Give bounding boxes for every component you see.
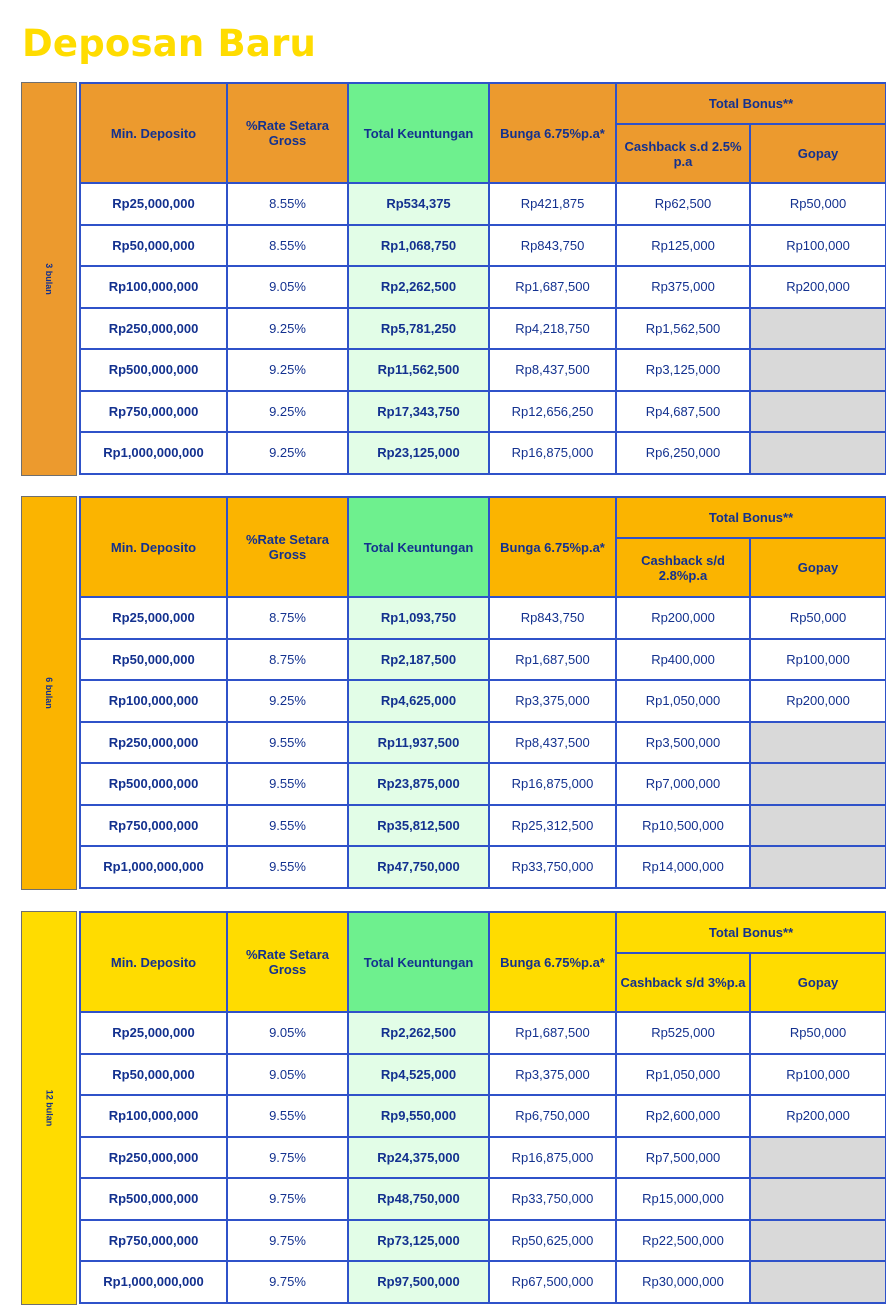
cell-gopay	[750, 722, 886, 764]
table-row	[80, 349, 886, 391]
header-min-deposito: Min. Deposito	[80, 912, 227, 1012]
cell-total-keuntungan: Rp24,375,000	[348, 1137, 489, 1179]
header-gopay: Gopay	[750, 124, 886, 183]
header-row	[80, 497, 886, 538]
cell-rate: 8.75%	[227, 597, 348, 639]
cell-bunga: Rp843,750	[489, 225, 616, 267]
cell-bunga: Rp16,875,000	[489, 1137, 616, 1179]
table-row	[80, 1137, 886, 1179]
cell-cashback: Rp125,000	[616, 225, 750, 267]
header-row	[80, 83, 886, 124]
header-gopay: Gopay	[750, 538, 886, 597]
deposit-table-block	[21, 911, 885, 1305]
cell-rate: 9.25%	[227, 308, 348, 350]
table-row	[80, 1012, 886, 1054]
cell-total-keuntungan: Rp23,875,000	[348, 763, 489, 805]
cell-total-keuntungan: Rp5,781,250	[348, 308, 489, 350]
cell-rate: 9.25%	[227, 349, 348, 391]
cell-total-keuntungan: Rp2,262,500	[348, 1012, 489, 1054]
header-total-keuntungan: Total Keuntungan	[348, 497, 489, 597]
cell-bunga: Rp1,687,500	[489, 639, 616, 681]
cell-rate: 9.05%	[227, 1054, 348, 1096]
cell-total-keuntungan: Rp534,375	[348, 183, 489, 225]
cell-total-keuntungan: Rp47,750,000	[348, 846, 489, 888]
cell-rate: 9.75%	[227, 1220, 348, 1262]
cell-bunga: Rp1,687,500	[489, 266, 616, 308]
header-min-deposito: Min. Deposito	[80, 497, 227, 597]
cell-cashback: Rp4,687,500	[616, 391, 750, 433]
cell-min-deposito: Rp50,000,000	[80, 1054, 227, 1096]
cell-min-deposito: Rp25,000,000	[80, 1012, 227, 1054]
cell-total-keuntungan: Rp2,187,500	[348, 639, 489, 681]
cell-min-deposito: Rp750,000,000	[80, 805, 227, 847]
cell-cashback: Rp7,500,000	[616, 1137, 750, 1179]
cell-min-deposito: Rp250,000,000	[80, 308, 227, 350]
header-rate: %Rate Setara Gross	[227, 497, 348, 597]
deposit-table-block	[21, 496, 885, 890]
cell-cashback: Rp15,000,000	[616, 1178, 750, 1220]
cell-gopay	[750, 308, 886, 350]
header-rate: %Rate Setara Gross	[227, 912, 348, 1012]
cell-cashback: Rp1,562,500	[616, 308, 750, 350]
header-total-bonus: Total Bonus**	[616, 912, 886, 953]
header-cashback: Cashback s/d 2.8%p.a	[616, 538, 750, 597]
cell-min-deposito: Rp50,000,000	[80, 639, 227, 681]
table-row	[80, 805, 886, 847]
cell-min-deposito: Rp25,000,000	[80, 183, 227, 225]
table-row	[80, 1220, 886, 1262]
header-rate: %Rate Setara Gross	[227, 83, 348, 183]
cell-cashback: Rp7,000,000	[616, 763, 750, 805]
table-row	[80, 1178, 886, 1220]
cell-cashback: Rp1,050,000	[616, 1054, 750, 1096]
cell-gopay	[750, 846, 886, 888]
cell-rate: 9.75%	[227, 1137, 348, 1179]
cell-bunga: Rp33,750,000	[489, 846, 616, 888]
table-row	[80, 763, 886, 805]
header-bunga: Bunga 6.75%p.a*	[489, 497, 616, 597]
deposit-table-block	[21, 82, 885, 476]
cell-rate: 8.55%	[227, 183, 348, 225]
cell-total-keuntungan: Rp4,625,000	[348, 680, 489, 722]
table-row	[80, 1261, 886, 1303]
cell-gopay: Rp100,000	[750, 225, 886, 267]
cell-gopay	[750, 432, 886, 474]
cell-gopay: Rp50,000	[750, 183, 886, 225]
cell-min-deposito: Rp1,000,000,000	[80, 432, 227, 474]
cell-gopay	[750, 763, 886, 805]
cell-gopay	[750, 349, 886, 391]
table-row	[80, 680, 886, 722]
table-row	[80, 722, 886, 764]
cell-total-keuntungan: Rp35,812,500	[348, 805, 489, 847]
cell-rate: 9.05%	[227, 266, 348, 308]
cell-gopay	[750, 1178, 886, 1220]
cell-gopay: Rp50,000	[750, 1012, 886, 1054]
cell-rate: 9.55%	[227, 1095, 348, 1137]
cell-cashback: Rp14,000,000	[616, 846, 750, 888]
cell-cashback: Rp3,125,000	[616, 349, 750, 391]
cell-gopay: Rp200,000	[750, 680, 886, 722]
cell-min-deposito: Rp100,000,000	[80, 680, 227, 722]
cell-total-keuntungan: Rp2,262,500	[348, 266, 489, 308]
cell-gopay	[750, 1261, 886, 1303]
header-total-bonus: Total Bonus**	[616, 83, 886, 124]
cell-rate: 9.05%	[227, 1012, 348, 1054]
cell-bunga: Rp6,750,000	[489, 1095, 616, 1137]
cell-bunga: Rp8,437,500	[489, 349, 616, 391]
cell-min-deposito: Rp500,000,000	[80, 763, 227, 805]
cell-gopay: Rp200,000	[750, 1095, 886, 1137]
cell-bunga: Rp67,500,000	[489, 1261, 616, 1303]
cell-total-keuntungan: Rp11,937,500	[348, 722, 489, 764]
cell-gopay: Rp100,000	[750, 1054, 886, 1096]
cell-min-deposito: Rp25,000,000	[80, 597, 227, 639]
tenor-label	[21, 911, 77, 1305]
cell-bunga: Rp3,375,000	[489, 680, 616, 722]
cell-bunga: Rp50,625,000	[489, 1220, 616, 1262]
cell-bunga: Rp12,656,250	[489, 391, 616, 433]
cell-total-keuntungan: Rp1,068,750	[348, 225, 489, 267]
page-title: Deposan Baru	[22, 22, 317, 65]
table-row	[80, 639, 886, 681]
tenor-label-text: 6 bulan	[43, 677, 54, 709]
cell-cashback: Rp1,050,000	[616, 680, 750, 722]
cell-total-keuntungan: Rp23,125,000	[348, 432, 489, 474]
tenor-label	[21, 496, 77, 890]
table-row	[80, 391, 886, 433]
deposit-table	[79, 911, 886, 1304]
cell-rate: 9.25%	[227, 680, 348, 722]
cell-cashback: Rp2,600,000	[616, 1095, 750, 1137]
cell-bunga: Rp3,375,000	[489, 1054, 616, 1096]
cell-min-deposito: Rp100,000,000	[80, 1095, 227, 1137]
header-cashback: Cashback s/d 3%p.a	[616, 953, 750, 1012]
cell-min-deposito: Rp500,000,000	[80, 349, 227, 391]
table-row	[80, 597, 886, 639]
cell-gopay: Rp100,000	[750, 639, 886, 681]
cell-min-deposito: Rp250,000,000	[80, 1137, 227, 1179]
table-row	[80, 432, 886, 474]
cell-rate: 9.55%	[227, 846, 348, 888]
cell-total-keuntungan: Rp9,550,000	[348, 1095, 489, 1137]
cell-rate: 9.55%	[227, 805, 348, 847]
cell-rate: 9.55%	[227, 763, 348, 805]
cell-total-keuntungan: Rp11,562,500	[348, 349, 489, 391]
cell-bunga: Rp421,875	[489, 183, 616, 225]
cell-cashback: Rp400,000	[616, 639, 750, 681]
table-row	[80, 183, 886, 225]
table-row	[80, 1054, 886, 1096]
cell-min-deposito: Rp50,000,000	[80, 225, 227, 267]
cell-rate: 9.55%	[227, 722, 348, 764]
cell-total-keuntungan: Rp48,750,000	[348, 1178, 489, 1220]
cell-bunga: Rp1,687,500	[489, 1012, 616, 1054]
cell-cashback: Rp22,500,000	[616, 1220, 750, 1262]
cell-rate: 9.25%	[227, 391, 348, 433]
tenor-label-text: 12 bulan	[43, 1089, 54, 1127]
cell-bunga: Rp16,875,000	[489, 432, 616, 474]
cell-min-deposito: Rp750,000,000	[80, 1220, 227, 1262]
cell-total-keuntungan: Rp73,125,000	[348, 1220, 489, 1262]
header-gopay: Gopay	[750, 953, 886, 1012]
cell-rate: 9.25%	[227, 432, 348, 474]
cell-min-deposito: Rp250,000,000	[80, 722, 227, 764]
cell-cashback: Rp200,000	[616, 597, 750, 639]
cell-cashback: Rp6,250,000	[616, 432, 750, 474]
cell-min-deposito: Rp1,000,000,000	[80, 1261, 227, 1303]
cell-bunga: Rp33,750,000	[489, 1178, 616, 1220]
cell-bunga: Rp843,750	[489, 597, 616, 639]
cell-cashback: Rp30,000,000	[616, 1261, 750, 1303]
table-row	[80, 266, 886, 308]
header-bunga: Bunga 6.75%p.a*	[489, 83, 616, 183]
deposit-table	[79, 496, 886, 889]
cell-bunga: Rp4,218,750	[489, 308, 616, 350]
deposit-table	[79, 82, 886, 475]
cell-gopay	[750, 805, 886, 847]
cell-total-keuntungan: Rp4,525,000	[348, 1054, 489, 1096]
header-cashback: Cashback s.d 2.5% p.a	[616, 124, 750, 183]
cell-min-deposito: Rp100,000,000	[80, 266, 227, 308]
cell-gopay	[750, 1220, 886, 1262]
table-row	[80, 308, 886, 350]
cell-gopay: Rp200,000	[750, 266, 886, 308]
cell-rate: 9.75%	[227, 1178, 348, 1220]
header-total-keuntungan: Total Keuntungan	[348, 912, 489, 1012]
cell-rate: 8.55%	[227, 225, 348, 267]
tenor-label-text: 3 bulan	[43, 263, 54, 295]
cell-min-deposito: Rp500,000,000	[80, 1178, 227, 1220]
table-row	[80, 846, 886, 888]
cell-cashback: Rp10,500,000	[616, 805, 750, 847]
cell-rate: 8.75%	[227, 639, 348, 681]
cell-rate: 9.75%	[227, 1261, 348, 1303]
cell-cashback: Rp525,000	[616, 1012, 750, 1054]
header-bunga: Bunga 6.75%p.a*	[489, 912, 616, 1012]
cell-cashback: Rp62,500	[616, 183, 750, 225]
table-row	[80, 1095, 886, 1137]
cell-total-keuntungan: Rp17,343,750	[348, 391, 489, 433]
cell-cashback: Rp3,500,000	[616, 722, 750, 764]
cell-total-keuntungan: Rp1,093,750	[348, 597, 489, 639]
cell-gopay	[750, 1137, 886, 1179]
table-row	[80, 225, 886, 267]
header-min-deposito: Min. Deposito	[80, 83, 227, 183]
cell-bunga: Rp16,875,000	[489, 763, 616, 805]
cell-total-keuntungan: Rp97,500,000	[348, 1261, 489, 1303]
tenor-label	[21, 82, 77, 476]
cell-bunga: Rp25,312,500	[489, 805, 616, 847]
cell-cashback: Rp375,000	[616, 266, 750, 308]
cell-bunga: Rp8,437,500	[489, 722, 616, 764]
cell-gopay: Rp50,000	[750, 597, 886, 639]
cell-min-deposito: Rp1,000,000,000	[80, 846, 227, 888]
cell-gopay	[750, 391, 886, 433]
header-row	[80, 912, 886, 953]
cell-min-deposito: Rp750,000,000	[80, 391, 227, 433]
header-total-bonus: Total Bonus**	[616, 497, 886, 538]
header-total-keuntungan: Total Keuntungan	[348, 83, 489, 183]
